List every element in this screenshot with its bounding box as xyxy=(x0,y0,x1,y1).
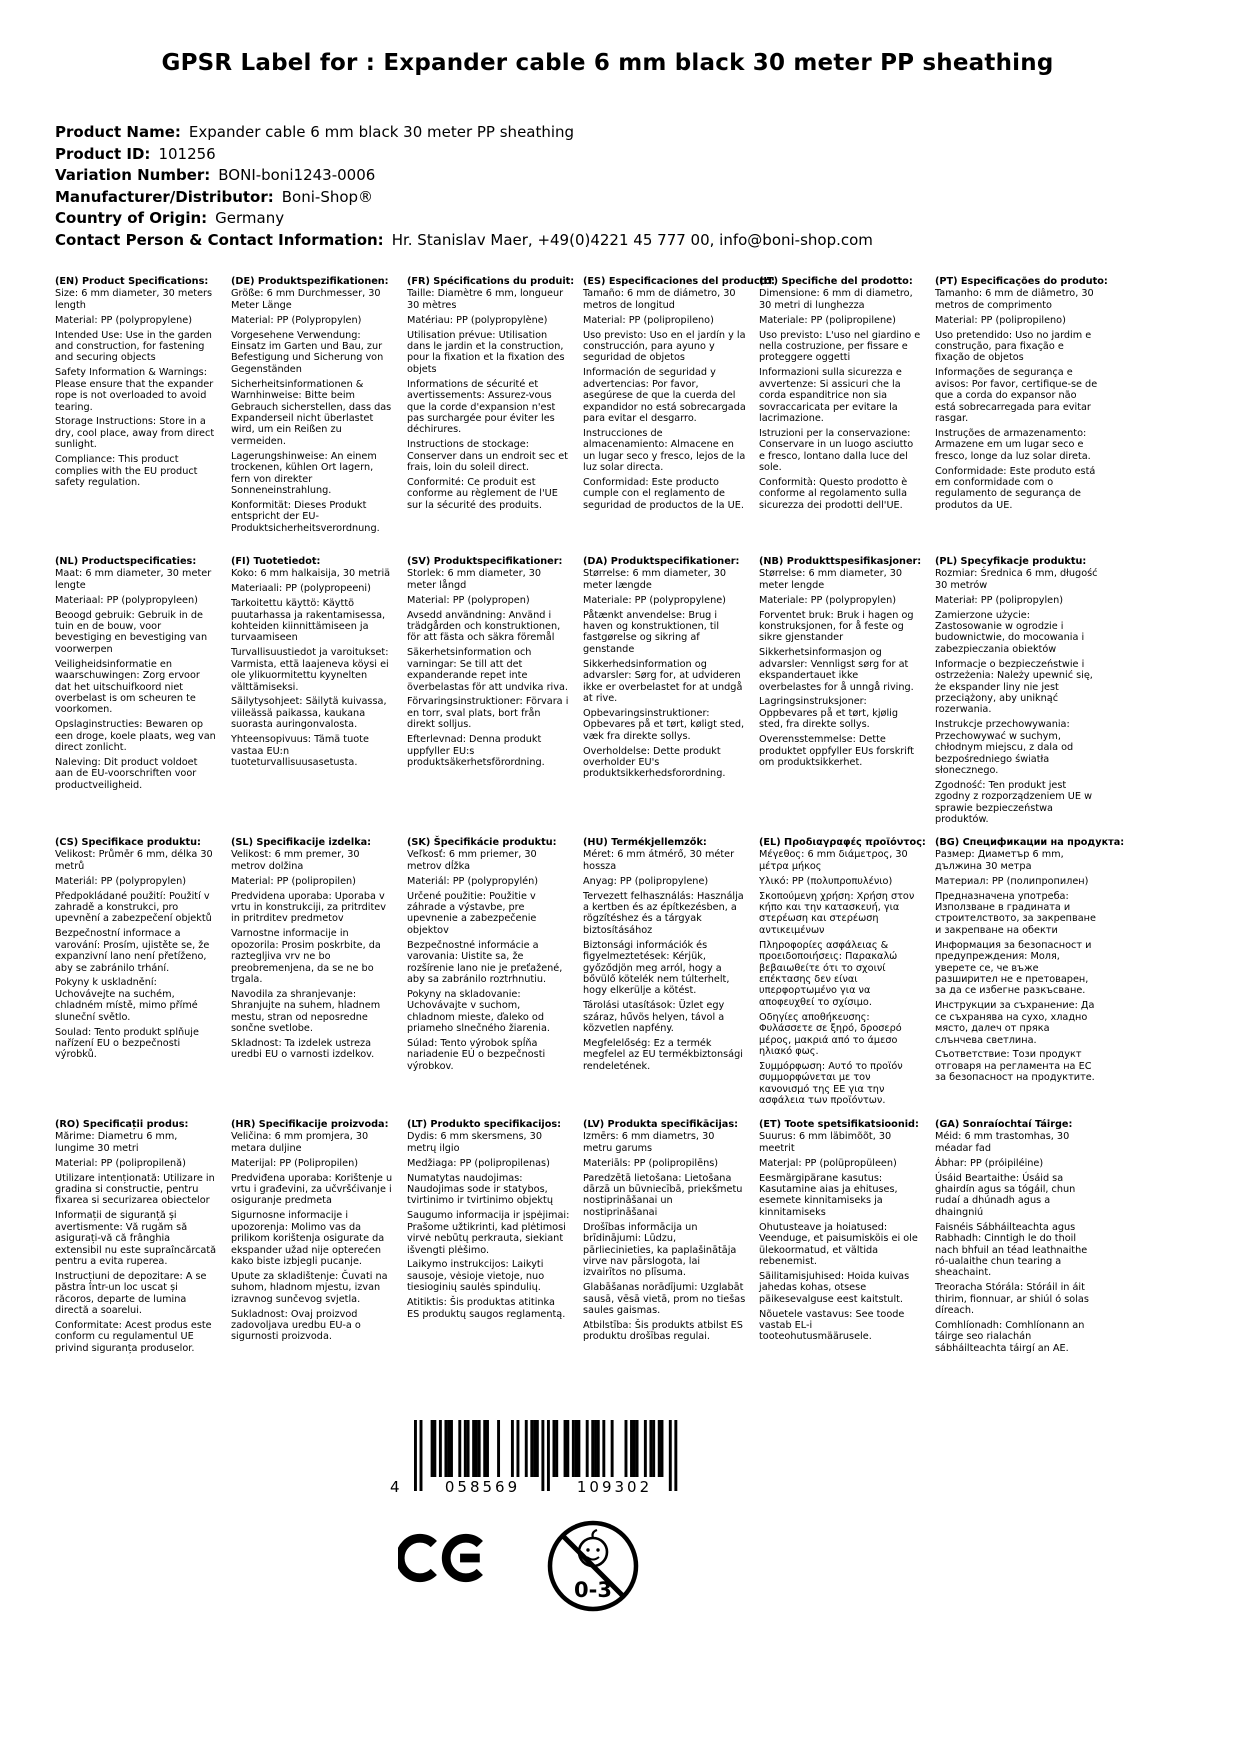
lang-block-title: (FR) Spécifications du produit: xyxy=(407,276,575,287)
barcode-first-digit: 4 xyxy=(390,1478,400,1496)
spec-paragraph: Størrelse: 6 mm diameter, 30 meter lengde xyxy=(759,568,903,591)
spec-paragraph: Koko: 6 mm halkaisija, 30 metriä xyxy=(231,568,391,580)
contact-label: Contact Person & Contact Information: xyxy=(55,230,384,249)
spec-paragraph: Opslaginstructies: Bewaren op een droge, koele plaats, weg van direct zonlicht. xyxy=(55,719,216,754)
spec-paragraph: Méid: 6 mm trastomhas, 30 méadar fad xyxy=(935,1131,1070,1154)
spec-paragraph: Materiale: PP (polypropylen) xyxy=(759,594,897,606)
spec-paragraph: Utilizare intenționată: Utilizare in gradina si constructie, pentru fixarea si securizarea obiectelor xyxy=(55,1172,215,1207)
spec-paragraph: Материал: PP (полипропилен) xyxy=(935,875,1089,887)
spec-paragraph: Materiaal: PP (polypropyleen) xyxy=(55,594,198,606)
lang-block-title: (LT) Produkto specifikacijos: xyxy=(407,1119,562,1130)
lang-block-title: (DA) Produktspecifikationer: xyxy=(583,556,740,567)
page-title: GPSR Label for : Expander cable 6 mm black 30 meter PP sheathing xyxy=(161,50,1054,76)
spec-paragraph: Taille: Diamètre 6 mm, longueur 30 mètres xyxy=(407,288,564,311)
product-name-value: Expander cable 6 mm black 30 meter PP sheathing xyxy=(188,123,575,141)
spec-paragraph: Συμμόρφωση: Αυτό το προϊόν συμμορφώνεται με τον κανονισμό της ΕΕ για την ασφάλεια των προϊόντων. xyxy=(759,1060,903,1107)
spec-paragraph: Materjal: PP (polüpropüleen) xyxy=(759,1157,897,1169)
spec-paragraph: Určené použitie: Použitie v záhrade a výstavbe, pre upevnenie a zabezpečenie objektov xyxy=(407,890,537,936)
spec-paragraph: Informations de sécurité et avertissements: Assurez-vous que la corde d'expansion n'est pas surchargée pour éviter les déchirures. xyxy=(407,378,556,436)
spec-paragraph: Υλικό: PP (πολυπροπυλένιο) xyxy=(759,875,893,887)
lang-block-pl xyxy=(935,556,1111,837)
spec-paragraph: Vorgesehene Verwendung: Einsatz im Garten und Bau, zur Befestigung und Sicherung von Gegenständen xyxy=(231,329,384,375)
lang-block-bg xyxy=(935,837,1125,1119)
spec-paragraph: Tarkoitettu käyttö: Käyttö puutarhassa ja rakentamisessa, kohteiden kiinnittämiseen ja turvaamiseen xyxy=(231,598,386,644)
ce-mark-icon xyxy=(398,1524,490,1592)
lang-block-pt xyxy=(935,276,1111,556)
spec-paragraph: Información de seguridad y advertencias: Por favor, asegúrese de que la cuerda del expandidor no está sobrecargada para evitar el desgarro. xyxy=(583,367,746,424)
product-info-row xyxy=(55,230,873,252)
spec-paragraph: Anyag: PP (polipropylene) xyxy=(583,875,709,887)
spec-paragraph: Utilisation prévue: Utilisation dans le jardin et la construction, pour la fixation et la fixation des objets xyxy=(407,329,565,375)
spec-paragraph: Informazioni sulla sicurezza e avvertenze: Si assicuri che la corda espanditrice non sia sovraccaricata per evitare la lacrimazione. xyxy=(759,367,902,424)
lang-block-title: (ET) Toote spetsifikatsioonid: xyxy=(759,1119,919,1130)
lang-block-fi xyxy=(231,556,407,837)
spec-paragraph: Veľkosť: 6 mm priemer, 30 metrov dĺžka xyxy=(407,849,537,872)
spec-paragraph: Úsáid Beartaithe: Úsáid sa ghairdín agus sa tógáil, chun rudaí a dhúnadh agus a dhaingniú xyxy=(935,1172,1076,1218)
spec-paragraph: Avsedd användning: Använd i trädgården och konstruktionen, för att fästa och säkra föremål xyxy=(407,609,561,644)
spec-paragraph: Faisnéis Sábháilteachta agus Rabhadh: Cinntigh le do thoil nach bhfuil an téad leathnaithe ró-ualaithe chun tearing a sheachaint. xyxy=(935,1221,1088,1279)
spec-paragraph: Size: 6 mm diameter, 30 meters length xyxy=(55,288,213,311)
spec-paragraph: Påtænkt anvendelse: Brug i haven og konstruktionen, til fastgørelse og sikring af genstande xyxy=(583,609,720,655)
lang-block-title: (RO) Specificații produs: xyxy=(55,1119,189,1130)
spec-paragraph: Dimensione: 6 mm di diametro, 30 metri di lunghezza xyxy=(759,288,913,311)
spec-paragraph: Pokyny na skladovanie: Uchovávajte v suchom, chladnom mieste, ďaleko od priameho slnečného žiarenia. xyxy=(407,988,551,1035)
spec-paragraph: Předpokládané použití: Použití v zahradě a konstrukci, pro upevnění a zabezpečení objektů xyxy=(55,890,212,925)
manufacturer-value: Boni-Shop® xyxy=(281,187,374,206)
spec-paragraph: Material: PP (polipropilen) xyxy=(231,875,356,887)
product-id-value: 101256 xyxy=(158,144,216,163)
spec-paragraph: Paredzētā lietošana: Lietošana dārzā un būvniecībā, priekšmetu nostiprināšanai un nostiprināšanai xyxy=(583,1172,743,1218)
spec-paragraph: Veličina: 6 mm promjera, 30 metara duljine xyxy=(231,1131,369,1154)
lang-block-hr xyxy=(231,1119,407,1358)
lang-block-title: (EL) Προδιαγραφές προϊόντος: xyxy=(759,837,926,848)
spec-paragraph: Laikymo instrukcijos: Laikyti sausoje, vėsioje vietoje, nuo tiesioginių saulės spindulių. xyxy=(407,1259,545,1294)
spec-paragraph: Materiál: PP (polypropylén) xyxy=(407,875,539,887)
spec-paragraph: Súlad: Tento výrobok spĺňa nariadenie EÚ o bezpečnosti výrobkov. xyxy=(407,1038,546,1072)
lang-block-ro xyxy=(55,1119,231,1358)
lang-block-it xyxy=(759,276,935,556)
product-info-row xyxy=(55,165,873,187)
product-id-label: Product ID: xyxy=(55,144,151,163)
lang-block-da xyxy=(583,556,759,837)
spec-paragraph: Material: PP (polypropylene) xyxy=(55,314,193,326)
spec-paragraph: Sikkerhedsinformation og advarsler: Sørg for, at udvideren ikke er overbelastet for at undgå at rive. xyxy=(583,658,743,704)
spec-paragraph: Materiale: PP (polipropilene) xyxy=(759,314,896,326)
lang-block-lt xyxy=(407,1119,583,1358)
country-of-origin-value: Germany xyxy=(215,209,285,228)
spec-paragraph: Instrukcje przechowywania: Przechowywać w suchym, chłodnym miejscu, z dala od bezpośredniego światła słonecznego. xyxy=(935,719,1074,776)
spec-paragraph: Οδηγίες αποθήκευσης: Φυλάσσετε σε ξηρό, δροσερό μέρος, μακριά από το άμεσο ηλιακό φως. xyxy=(759,1011,902,1057)
spec-paragraph: Overholdelse: Dette produkt overholder EU's produktsikkerhedsforordning. xyxy=(583,745,726,780)
spec-paragraph: Предназначена употреба: Използване в градината и строителството, за закрепване и закрепване на обекти xyxy=(935,890,1096,936)
spec-paragraph: Nõuetele vastavus: See toode vastab EL-i tooteohutusmäärusele. xyxy=(759,1308,905,1343)
spec-paragraph: Informații de siguranță și avertismente: Vă rugăm să asigurați-vă că frânghia extensibil nu este supraîncărcată pentru a evita ruperea. xyxy=(55,1210,217,1267)
lang-block-title: (FI) Tuotetiedot: xyxy=(231,556,321,567)
lang-block-en xyxy=(55,276,231,556)
lang-block-lv xyxy=(583,1119,759,1358)
spec-paragraph: Säilytysohjeet: Säilytä kuivassa, viileässä paikassa, kaukana suorasta auringonvalosta. xyxy=(231,696,387,731)
spec-paragraph: Съответствие: Този продукт отговаря на регламента на ЕС за безопасност на продуктите. xyxy=(935,1049,1095,1084)
spec-paragraph: Materiaali: PP (polypropeeni) xyxy=(231,583,371,595)
spec-paragraph: Mărime: Diametru 6 mm, lungime 30 metri xyxy=(55,1131,178,1154)
product-info-row xyxy=(55,187,873,209)
spec-paragraph: Rozmiar: Średnica 6 mm, długość 30 metrów xyxy=(935,568,1098,591)
spec-paragraph: Bezpečnostní informace a varování: Prosím, ujistěte se, že expanzivní lano není přetíženo, aby se zabránilo trhání. xyxy=(55,928,210,974)
lang-block-title: (CS) Specifikace produktu: xyxy=(55,837,201,848)
lang-block-title: (BG) Спецификации на продукта: xyxy=(935,837,1125,848)
spec-paragraph: Informacje o bezpieczeństwie i ostrzeżenia: Należy upewnić się, że ekspander liny nie jest przeciążony, aby uniknąć rozerwania. xyxy=(935,658,1093,716)
spec-paragraph: Conformidade: Este produto está em conformidade com o regulamento de segurança de produtos da UE. xyxy=(935,465,1096,511)
lang-block-cs xyxy=(55,837,231,1119)
spec-paragraph: Soulad: Tento produkt splňuje nařízení EU o bezpečnosti výrobků. xyxy=(55,1026,199,1061)
spec-paragraph: Sukladnost: Ovaj proizvod zadovoljava uredbu EU-a o sigurnosti proizvoda. xyxy=(231,1308,361,1343)
spec-paragraph: Naleving: Dit product voldoet aan de EU-voorschriften voor productveiligheid. xyxy=(55,757,198,791)
spec-paragraph: Ohutusteave ja hoiatused: Veenduge, et paisumisköis ei ole ülekoormatud, et vältida rebenemist. xyxy=(759,1221,918,1267)
spec-paragraph: Lagerungshinweise: An einem trockenen, kühlen Ort lagern, fern von direkter Sonneneinstrahlung. xyxy=(231,450,377,496)
spec-paragraph: Material: PP (polipropilenă) xyxy=(55,1157,186,1169)
spec-paragraph: Instrucciones de almacenamiento: Almacene en un lugar seco y fresco, lejos de la luz solar directa. xyxy=(583,427,746,474)
spec-paragraph: Tamaño: 6 mm de diámetro, 30 metros de longitud xyxy=(583,288,736,311)
spec-paragraph: Efterlevnad: Denna produkt uppfyller EU:s produktsäkerhetsförordning. xyxy=(407,734,545,768)
lang-block-title: (NB) Produkttspesifikasjoner: xyxy=(759,556,922,567)
spec-paragraph: Tervezett felhasználás: Használja a kertben és az építkezésben, a rögzítéshez és a tárgyak biztosításához xyxy=(583,890,744,936)
spec-paragraph: Bezpečnostné informácie a varovania: Uistite sa, že rozšírenie lano nie je preťažené, aby sa zabránilo roztrhnutiu. xyxy=(407,939,563,985)
lang-block-sl xyxy=(231,837,407,1119)
product-info-row xyxy=(55,144,873,166)
age-warning-icon xyxy=(545,1516,641,1616)
spec-paragraph: Material: PP (polypropen) xyxy=(407,594,530,606)
country-of-origin-label: Country of Origin: xyxy=(55,209,208,228)
spec-paragraph: Säilitamisjuhised: Hoida kuivas jahedas kohas, otsese päikesevalguse eest kaitstult. xyxy=(759,1270,910,1305)
spec-paragraph: Megfelelőség: Ez a termék megfelel az EU termékbiztonsági rendeletének. xyxy=(583,1038,743,1072)
spec-paragraph: Biztonsági információk és figyelmeztetések: Kérjük, győződjön meg arról, hogy a bővülő kötelék nem túlterhelt, hogy elkerülje a kötést. xyxy=(583,939,730,997)
spec-paragraph: Material: PP (polipropileno) xyxy=(583,314,714,326)
barcode-right-group: 109302 xyxy=(576,1478,653,1496)
lang-block-fr xyxy=(407,276,583,556)
spec-paragraph: Beoogd gebruik: Gebruik in de tuin en de bouw, voor bevestiging en bevestiging van voorwerpen xyxy=(55,609,208,655)
spec-paragraph: Eesmärgipärane kasutus: Kasutamine aias ja ehituses, esemete kinnitamiseks ja kinnitamiseks xyxy=(759,1172,898,1218)
lang-block-sk xyxy=(407,837,583,1119)
spec-paragraph: Atbilstība: Šis produkts atbilst ES produktu drošības regulai. xyxy=(583,1320,743,1343)
spec-paragraph: Opbevaringsinstruktioner: Opbevares på et tørt, køligt sted, væk fra direkte sollys. xyxy=(583,707,745,742)
spec-paragraph: Predvidena uporaba: Uporaba v vrtu in konstrukciji, za pritrditev in pritrditev predmetov xyxy=(231,890,386,925)
product-info-row xyxy=(55,208,873,230)
lang-block-de xyxy=(231,276,407,556)
spec-paragraph: Overensstemmelse: Dette produktet oppfyller EUs forskrift om produktsikkerhet. xyxy=(759,734,915,768)
lang-block-title: (SV) Produktspecifikationer: xyxy=(407,556,563,567)
spec-paragraph: Treoracha Stórála: Stóráil in áit thirim, fionnuar, ar shiúl ó solas díreach. xyxy=(935,1282,1089,1317)
spec-paragraph: Suurus: 6 mm läbimõõt, 30 meetrit xyxy=(759,1131,892,1154)
spec-paragraph: Sikkerhetsinformasjon og advarsler: Vennligst sørg for at ekspandertauet ikke overbelastes for å unngå riving. xyxy=(759,647,914,693)
spec-paragraph: Storlek: 6 mm diameter, 30 meter långd xyxy=(407,568,542,591)
spec-paragraph: Conformità: Questo prodotto è conforme al regolamento sulla sicurezza dei prodotti dell'UE. xyxy=(759,477,908,511)
spec-paragraph: Storage Instructions: Store in a dry, cool place, away from direct sunlight. xyxy=(55,416,215,451)
spec-paragraph: Turvallisuustiedot ja varoitukset: Varmista, että laajeneva köysi ei ole ylikuormitettu kyynelten välttämiseksi. xyxy=(231,647,389,693)
spec-paragraph: Zamierzone użycie: Zastosowanie w ogrodzie i budownictwie, do mocowania i zabezpieczania obiektów xyxy=(935,609,1085,655)
language-grid xyxy=(55,276,1215,1358)
lang-block-title: (LV) Produkta specifikācijas: xyxy=(583,1119,738,1130)
lang-block-title: (SK) Špecifikácie produktu: xyxy=(407,837,557,848)
spec-paragraph: Størrelse: 6 mm diameter, 30 meter længde xyxy=(583,568,727,591)
spec-paragraph: Forventet bruk: Bruk i hagen og konstruksjonen, for å feste og sikre gjenstander xyxy=(759,609,914,644)
spec-paragraph: Размер: Диаметър 6 mm, дължина 30 метра xyxy=(935,849,1064,872)
spec-paragraph: Materiāls: PP (polipropilēns) xyxy=(583,1157,719,1169)
spec-paragraph: Dydis: 6 mm skersmens, 30 metrų ilgio xyxy=(407,1131,542,1154)
spec-paragraph: Upute za skladištenje: Čuvati na suhom, hladnom mjestu, izvan izravnog sunčevog svjetla. xyxy=(231,1270,388,1305)
barcode-left-group: 058569 xyxy=(444,1478,521,1496)
spec-paragraph: Konformität: Dieses Produkt entspricht der EU-Produktsicherheitsverordnung. xyxy=(231,499,380,534)
spec-paragraph: Информация за безопасност и предупреждения: Моля, уверете се, че въже разширител не е претоварен, за да се избегне разкъсване. xyxy=(935,939,1092,997)
spec-paragraph: Conformitate: Acest produs este conform cu regulamentul UE privind siguranța produselor. xyxy=(55,1320,212,1354)
lang-block-title: (PL) Specyfikacje produktu: xyxy=(935,556,1087,567)
spec-paragraph: Yhteensopivuus: Tämä tuote vastaa EU:n tuoteturvallisuusasetusta. xyxy=(231,734,369,768)
spec-paragraph: Πληροφορίες ασφάλειας & προειδοποιήσεις: Παρακαλώ βεβαιωθείτε ότι το σχοινί επέκτασης δεν είναι υπερφορτωμένο για να αποφευχθεί το σχίσιμο. xyxy=(759,939,898,1008)
spec-paragraph: Lagringsinstruksjoner: Oppbevares på et tørt, kjølig sted, fra direkte sollys. xyxy=(759,696,898,731)
spec-paragraph: Materiale: PP (polypropylene) xyxy=(583,594,726,606)
spec-paragraph: Drošības informācija un brīdinājumi: Lūdzu, pārliecinieties, ka paplašinātāja virve nav pārslogota, lai izvairītos no plīsuma. xyxy=(583,1221,737,1279)
barcode xyxy=(390,1420,690,1504)
spec-paragraph: Instrucțiuni de depozitare: A se păstra într-un loc uscat și răcoros, departe de lumina directă a soarelui. xyxy=(55,1270,207,1317)
spec-paragraph: Tárolási utasítások: Üzlet egy száraz, hűvös helyen, távol a közvetlen napfény. xyxy=(583,1000,725,1035)
product-info-row xyxy=(55,122,873,144)
spec-paragraph: Maat: 6 mm diameter, 30 meter lengte xyxy=(55,568,212,591)
spec-paragraph: Matériau: PP (polypropylène) xyxy=(407,314,548,326)
spec-paragraph: Compliance: This product complies with the EU product safety regulation. xyxy=(55,454,198,488)
spec-paragraph: Glabāšanas norādījumi: Uzglabāt sausā, vēsā vietā, prom no tiešas saules gaismas. xyxy=(583,1282,746,1317)
spec-paragraph: Informações de segurança e avisos: Por favor, certifique-se de que a corda do expansor não está sobrecarregada para evitar rasgar. xyxy=(935,367,1098,424)
spec-paragraph: Medžiaga: PP (polipropilenas) xyxy=(407,1157,550,1169)
spec-paragraph: Förvaringsinstruktioner: Förvara i en torr, sval plats, bort från direkt solljus. xyxy=(407,696,569,731)
spec-paragraph: Sicherheitsinformationen & Warnhinweise: Bitte beim Gebrauch sicherstellen, dass das Expanderseil nicht überlastet wird, um ein Reißen zu vermeiden. xyxy=(231,378,392,447)
spec-paragraph: Uso pretendido: Uso no jardim e construção, para fixação e fixação de objetos xyxy=(935,329,1092,364)
lang-block-title: (HR) Specifikacije proizvoda: xyxy=(231,1119,389,1130)
spec-paragraph: Material: PP (Polypropylen) xyxy=(231,314,362,326)
spec-paragraph: Uso previsto: Uso en el jardín y la construcción, para ayuno y seguridad de objetos xyxy=(583,329,746,364)
age-warning-label: 0-3 xyxy=(574,1578,612,1602)
spec-paragraph: Größe: 6 mm Durchmesser, 30 Meter Länge xyxy=(231,288,381,311)
spec-paragraph: Materiál: PP (polypropylen) xyxy=(55,875,187,887)
spec-paragraph: Intended Use: Use in the garden and construction, for fastening and securing objects xyxy=(55,329,212,364)
lang-block-title: (GA) Sonraíochtaí Táirge: xyxy=(935,1119,1073,1130)
spec-paragraph: Materiał: PP (polipropylen) xyxy=(935,594,1064,606)
spec-paragraph: Comhlíonadh: Comhlíonann an táirge seo rialachán sábháilteachta táirgí an AE. xyxy=(935,1320,1085,1354)
spec-paragraph: Tamanho: 6 mm de diâmetro, 30 metros de comprimento xyxy=(935,288,1094,311)
spec-paragraph: Material: PP (polipropileno) xyxy=(935,314,1066,326)
lang-block-title: (ES) Especificaciones del producto: xyxy=(583,276,775,287)
spec-paragraph: Conformidad: Este producto cumple con el reglamento de seguridad de productos de la UE. xyxy=(583,477,744,511)
spec-paragraph: Atitiktis: Šis produktas atitinka ES produktų saugos reglamentą. xyxy=(407,1297,566,1320)
spec-paragraph: Säkerhetsinformation och varningar: Se till att det expanderande repet inte överbelastas för att undvika riva. xyxy=(407,647,568,693)
variation-number-value: BONI-boni1243-0006 xyxy=(218,166,376,185)
lang-block-nb xyxy=(759,556,935,837)
lang-block-hu xyxy=(583,837,759,1119)
spec-paragraph: Materijal: PP (Polipropilen) xyxy=(231,1157,358,1169)
lang-block-title: (NL) Productspecificaties: xyxy=(55,556,197,567)
spec-paragraph: Uso previsto: L'uso nel giardino e nella costruzione, per fissare e proteggere oggetti xyxy=(759,329,921,364)
lang-block-ga xyxy=(935,1119,1111,1358)
spec-paragraph: Predviđena uporaba: Korištenje u vrtu i građevini, za učvršćivanje i osiguranje predmeta xyxy=(231,1172,393,1207)
spec-paragraph: Safety Information & Warnings: Please ensure that the expander rope is not overloaded to avoid tearing. xyxy=(55,367,214,413)
spec-paragraph: Méret: 6 mm átmérő, 30 méter hossza xyxy=(583,849,735,872)
spec-paragraph: Skladnost: Ta izdelek ustreza uredbi EU o varnosti izdelkov. xyxy=(231,1038,375,1061)
spec-paragraph: Numatytas naudojimas: Naudojimas sode ir statybos, tvirtinimo ir tvirtinimo objektų xyxy=(407,1172,553,1207)
lang-block-nl xyxy=(55,556,231,837)
spec-paragraph: Saugumo informacija ir įspėjimai: Prašome užtikrinti, kad plėtimosi virvė nebūtų perkrauta, siekiant išvengti plėšimo. xyxy=(407,1210,570,1256)
spec-paragraph: Velikost: 6 mm premer, 30 metrov dolžina xyxy=(231,849,360,872)
spec-paragraph: Ábhar: PP (próipiléine) xyxy=(935,1157,1044,1169)
spec-paragraph: Velikost: Průměr 6 mm, délka 30 metrů xyxy=(55,849,213,872)
lang-block-et xyxy=(759,1119,935,1358)
spec-paragraph: Izmērs: 6 mm diametrs, 30 metru garums xyxy=(583,1131,715,1154)
spec-paragraph: Инструкции за съхранение: Да се съхранява на сухо, хладно място, далеч от пряка слънчева светлина. xyxy=(935,1000,1095,1046)
spec-paragraph: Μέγεθος: 6 mm διάμετρος, 30 μέτρα μήκος xyxy=(759,849,908,872)
spec-paragraph: Istruzioni per la conservazione: Conservare in un luogo asciutto e fresco, lontano dalla luce del sole. xyxy=(759,427,914,474)
product-info xyxy=(55,122,873,252)
spec-paragraph: Instructions de stockage: Conserver dans un endroit sec et frais, loin du soleil direct. xyxy=(407,439,568,474)
lang-block-title: (EN) Product Specifications: xyxy=(55,276,209,287)
lang-block-title: (PT) Especificações do produto: xyxy=(935,276,1108,287)
lang-block-es xyxy=(583,276,775,556)
spec-paragraph: Pokyny k uskladnění: Uchovávejte na suchém, chladném místě, mimo přímé sluneční světlo. xyxy=(55,977,198,1023)
spec-paragraph: Σκοπούμενη χρήση: Χρήση στον κήπο και την κατασκευή, για στερέωση και στερέωση αντικειμένων xyxy=(759,890,915,936)
spec-paragraph: Conformité: Ce produit est conforme au règlement de l'UE sur la sécurité des produits. xyxy=(407,477,558,511)
lang-block-sv xyxy=(407,556,583,837)
lang-block-title: (HU) Termékjellemzők: xyxy=(583,837,707,848)
lang-block-title: (IT) Specifiche del prodotto: xyxy=(759,276,913,287)
contact-value: Hr. Stanislav Maer, +49(0)4221 45 777 00, info@boni-shop.com xyxy=(391,230,873,249)
spec-paragraph: Sigurnosne informacije i upozorenja: Molimo vas da prilikom korištenja osigurate da ekspander užad nije opterećen kako biste izbjegli pucanje. xyxy=(231,1210,385,1267)
spec-paragraph: Veiligheidsinformatie en waarschuwingen: Zorg ervoor dat het uitschuifkoord niet overbelast is om scheuren te voorkomen. xyxy=(55,658,200,716)
product-name-label: Product Name: xyxy=(55,123,181,141)
lang-block-title: (DE) Produktspezifikationen: xyxy=(231,276,389,287)
variation-number-label: Variation Number: xyxy=(55,166,211,185)
spec-paragraph: Instruções de armazenamento: Armazene em um lugar seco e fresco, longe da luz solar direta. xyxy=(935,427,1091,462)
manufacturer-label: Manufacturer/Distributor: xyxy=(55,187,274,206)
spec-paragraph: Navodila za shranjevanje: Shranjujte na suhem, hladnem mestu, stran od neposredne sončne svetlobe. xyxy=(231,988,381,1035)
spec-paragraph: Varnostne informacije in opozorila: Prosim poskrbite, da raztegljiva vrv ne bo preobremenjena, da se ne bo trgala. xyxy=(231,928,381,985)
lang-block-el xyxy=(759,837,935,1119)
lang-block-title: (SL) Specifikacije izdelka: xyxy=(231,837,372,848)
spec-paragraph: Zgodność: Ten produkt jest zgodny z rozporządzeniem UE w sprawie bezpieczeństwa produktów. xyxy=(935,779,1093,826)
